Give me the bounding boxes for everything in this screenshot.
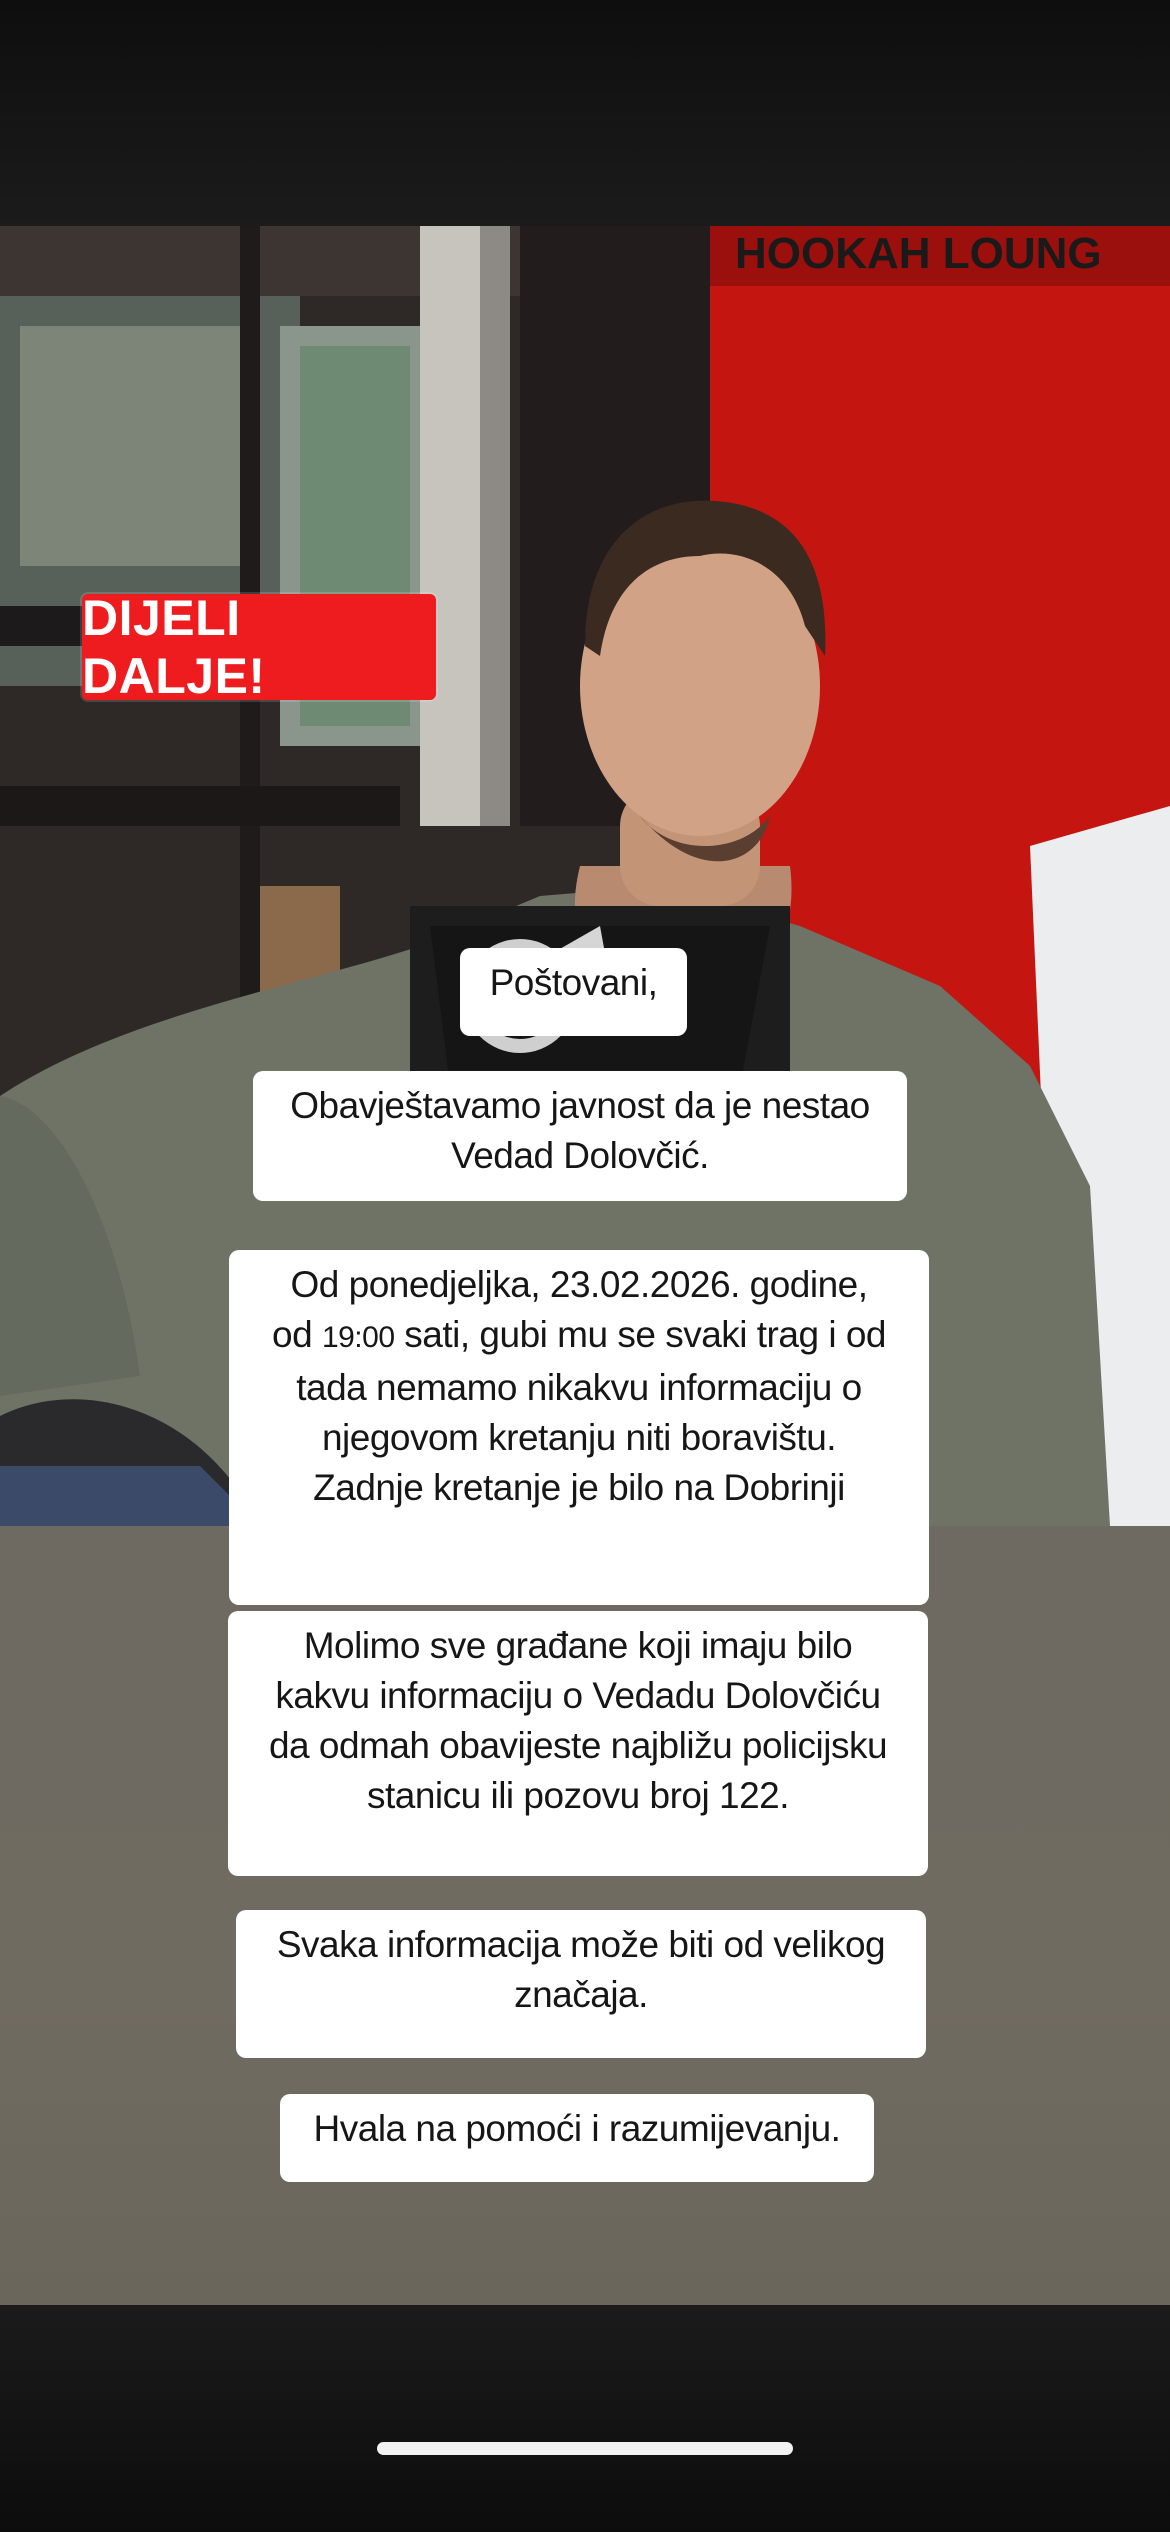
share-badge: DIJELI DALJE! xyxy=(82,594,436,700)
thanks-box xyxy=(280,2094,874,2182)
details-line-1: Od ponedjeljka, 23.02.2026. godine, xyxy=(290,1264,868,1305)
hookah-lounge-sign: HOOKAH LOUNG xyxy=(735,229,1102,278)
appeal-line-3: da odmah obavijeste najbližu policijsku xyxy=(268,1725,888,1766)
notice-box xyxy=(253,1071,907,1201)
notice-line-2: Vedad Dolovčić. xyxy=(451,1135,709,1176)
appeal-line-4: stanicu ili pozovu broj 122. xyxy=(366,1775,790,1816)
details-line-2 xyxy=(243,1310,915,1363)
bottom-black-bar xyxy=(0,2305,1170,2532)
story-content[interactable] xyxy=(0,226,1170,2305)
importance-line-1: Svaka informacija može biti od velikog xyxy=(276,1924,886,1965)
details-line-2-suffix: sati, gubi mu se svaki trag i od xyxy=(404,1314,886,1355)
greeting-text: Poštovani, xyxy=(489,962,658,1003)
details-line-2-prefix: od xyxy=(272,1314,313,1355)
appeal-box xyxy=(228,1611,928,1876)
home-indicator[interactable] xyxy=(377,2442,793,2455)
details-line-4: njegovom kretanju niti boravištu. xyxy=(321,1417,837,1458)
appeal-line-2: kakvu informaciju o Vedadu Dolovčiću xyxy=(275,1675,881,1716)
details-line-3: tada nemamo nikakvu informaciju o xyxy=(296,1367,862,1408)
details-box xyxy=(229,1250,929,1605)
importance-box xyxy=(236,1910,926,2058)
appeal-line-1: Molimo sve građane koji imaju bilo xyxy=(303,1625,853,1666)
importance-line-2: značaja. xyxy=(514,1974,648,2015)
notice-line-1: Obavještavamo javnost da je nestao xyxy=(290,1085,870,1126)
greeting-box xyxy=(460,948,687,1036)
thanks-text: Hvala na pomoći i razumijevanju. xyxy=(313,2108,841,2149)
top-black-bar xyxy=(0,0,1170,226)
details-time: 19:00 xyxy=(321,1321,395,1354)
details-line-5: Zadnje kretanje je bilo na Dobrinji xyxy=(313,1467,845,1508)
